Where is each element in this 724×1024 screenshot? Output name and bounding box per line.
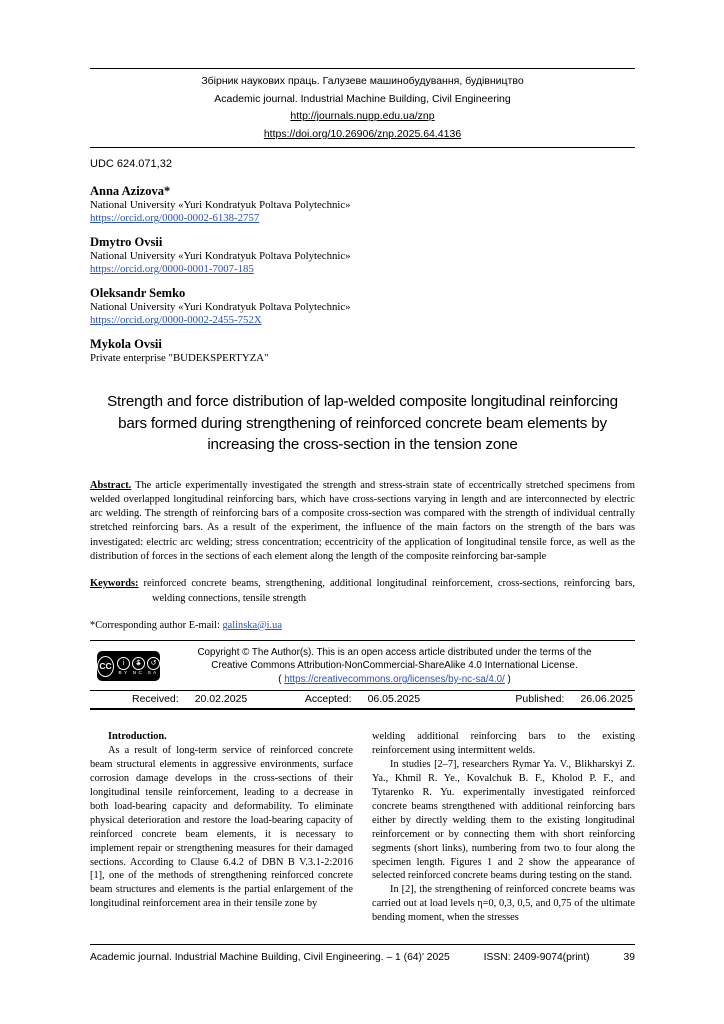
cc-badge-right (117, 657, 160, 676)
received-label: Received: (132, 693, 179, 706)
authors-block (90, 184, 635, 365)
author-name: Mykola Ovsii (90, 337, 162, 351)
cc-icon: CC (97, 656, 114, 677)
received-value: 20.02.2025 (194, 693, 248, 706)
license-link-line: ( https://creativecommons.org/licenses/by-nc-sa/4.0/ ) (278, 673, 511, 685)
footer-journal-title: Academic journal. Industrial Machine Building, Civil Engineering. – 1 (64)' 2025 (90, 952, 450, 963)
license-line-2: Creative Commons Attribution-NonCommercial-ShareAlike 4.0 International License. (211, 660, 578, 672)
accepted-date (272, 693, 454, 705)
author-orcid-line (90, 314, 635, 327)
author-entry (90, 337, 635, 365)
body-paragraph: In studies [2–7], researchers Rymar Ya. V., Blikharskyi Z. Ya., Khmil R. Ye., Kovalchuk B. F., Kholod P. F., and Tytarenko R. Yu. experimentally investigated reinforced concrete beams strengthened with additional reinforcing bars either by directly welding them to the existing longitudinal reinforcement or by connecting them with short reinforcing segments (short links), numbering from two to four along the specimen length. Figures 1 and 2 show the appearance of selected reinforced concrete beams during testing on the stand. (372, 759, 635, 882)
footer-row (90, 945, 635, 963)
license-block (90, 640, 635, 711)
author-orcid-line (90, 212, 635, 225)
corresponding-email-link[interactable]: galinska@i.ua (222, 619, 282, 631)
cc-by-icon: i (117, 657, 130, 670)
journal-url-link[interactable]: http://journals.nupp.edu.ua/znp (290, 110, 435, 122)
cc-by-nc-sa-badge-icon[interactable] (97, 651, 160, 681)
author-entry (90, 235, 635, 276)
cc-badge-caption: BY NC SA (118, 670, 159, 676)
keywords (90, 577, 635, 606)
section-heading-introduction: Introduction. (108, 731, 167, 743)
author-name: Anna Azizova* (90, 184, 171, 198)
received-date (90, 693, 272, 705)
abstract (90, 479, 635, 565)
orcid-link[interactable]: https://orcid.org/0000-0001-7007-185 (90, 263, 254, 275)
author-orcid-line (90, 263, 635, 276)
body-paragraph: welding additional reinforcing bars to the existing reinforcement using intermittent welds. (372, 731, 635, 757)
corresponding-prefix: *Corresponding author E-mail: (90, 619, 223, 631)
body-paragraph: In [2], the strengthening of reinforced concrete beams was carried out at load levels η=0, 0,3, 0,5, and 0,75 of the ultimate bending moment, when the stresses (372, 884, 635, 924)
author-affiliation: National University «Yuri Kondratyuk Poltava Polytechnic» (90, 199, 351, 211)
footer-issn: ISSN: 2409-9074(print) (483, 952, 590, 963)
cc-nc-icon: $ (132, 657, 145, 670)
license-url-link[interactable]: https://creativecommons.org/licenses/by-nc-sa/4.0/ (284, 673, 505, 685)
keywords-text: reinforced concrete beams, strengthening, additional longitudinal reinforcement, cross-sections, reinforcing bars, welding connections, tensile strength (138, 578, 635, 604)
keywords-label: Keywords: (90, 578, 139, 590)
article-body (90, 730, 635, 925)
left-column (90, 730, 353, 925)
doi-line (90, 126, 635, 148)
license-text (160, 646, 629, 687)
license-row (90, 641, 635, 691)
doi-link[interactable]: https://doi.org/10.26906/znp.2025.64.4136 (263, 127, 462, 140)
published-label: Published: (515, 693, 565, 706)
license-line-1: Copyright © The Author(s). This is an open access article distributed under the terms of the (197, 646, 592, 658)
journal-title-uk: Збірник наукових праць. Галузеве машинобудування, будівництво (201, 75, 524, 87)
masthead (90, 68, 635, 148)
article-title-line: Strength and force distribution of lap-welded composite longitudinal reinforcing (107, 393, 618, 410)
dates-bottom-rule (90, 708, 635, 710)
article-title-line: increasing the cross-section in the tension zone (207, 436, 518, 453)
orcid-link[interactable]: https://orcid.org/0000-0002-2455-752X (90, 314, 262, 326)
article-title-line: bars formed during strengthening of reinforced concrete beam elements by (118, 414, 607, 432)
cc-mini-icons (117, 657, 160, 670)
author-name: Dmytro Ovsii (90, 235, 163, 249)
published-value: 26.06.2025 (580, 693, 633, 706)
udc-code: UDC 624.071,32 (90, 158, 172, 170)
dates-row (90, 691, 635, 708)
body-paragraph: As a result of long-term service of reinforced concrete beam structural elements in aggressive environments, surface corrosion damage develops in the cross-sections of their longitudinal tensile reinforcement, leading to a decrease in both load-bearing capacity and deformability. To eliminate physical deterioration and restore the load-bearing capacity of reinforced concrete beam elements, it is necessary to implement repair or strengthening measures for their damaged sections. According to Clause 6.4.2 of DBN B V.3.1-2:2016 [1], one of the methods of strengthening reinforced concrete beam structures and elements is the partial enlargement of the longitudinal reinforcement area in their tensile zone by (90, 745, 353, 910)
author-entry (90, 184, 635, 225)
footer-page-number: 39 (623, 952, 635, 963)
journal-url-line (90, 108, 635, 126)
corresponding-author-line (90, 620, 635, 631)
journal-title-en: Academic journal. Industrial Machine Building, Civil Engineering (214, 92, 511, 105)
abstract-text: The article experimentally investigated the strength and stress-strain state of eccentrically stretched specimens from welded overlapped longitudinal reinforcing bars, which have cross-sections varying in length and are interconnected by electric arc welding. The strength of reinforcing bars of a composite cross-section was compared with the strength of individual centrally stretched reinforcing bars. As a result of the experiment, the influence of the main factors on the strength of the bars was investigated: electric arc welding; stress concentration; eccentricity of the application of longitudinal tensile force, as well as the distribution of forces in the sections of each element along the length of the composite reinforcing bar-sample (90, 479, 635, 562)
author-name: Oleksandr Semko (90, 286, 186, 300)
accepted-label: Accepted: (304, 693, 352, 706)
author-affiliation: National University «Yuri Kondratyuk Poltava Polytechnic» (90, 250, 351, 262)
author-affiliation: Private enterprise "BUDEKSPERTYZA" (90, 352, 269, 364)
right-column (372, 730, 635, 925)
masthead-bottom-rule (90, 147, 635, 148)
author-entry (90, 286, 635, 327)
article-title (90, 391, 635, 456)
page-footer (90, 944, 635, 963)
orcid-link[interactable]: https://orcid.org/0000-0002-6138-2757 (90, 212, 260, 224)
published-date (453, 693, 635, 705)
author-affiliation: National University «Yuri Kondratyuk Poltava Polytechnic» (90, 301, 351, 313)
accepted-value: 06.05.2025 (367, 693, 421, 706)
cc-sa-icon: ↺ (147, 657, 160, 670)
abstract-label: Abstract. (90, 479, 132, 491)
